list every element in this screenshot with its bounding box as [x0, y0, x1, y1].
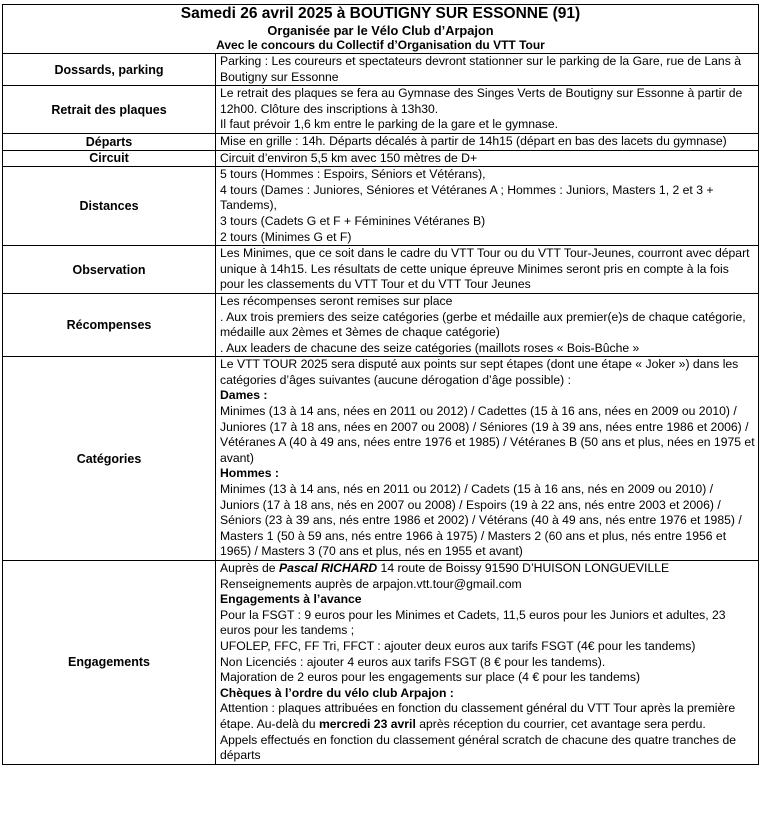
row-plaques: [3, 86, 759, 134]
event-title: Samedi 26 avril 2025 à BOUTIGNY SUR ESSONNE (91): [180, 5, 581, 22]
label-recompenses: Récompenses: [3, 293, 216, 356]
value-recompenses: [216, 293, 759, 356]
tarif-ufolep: UFOLEP, FFC, FF Tri, FFCT : ajouter deux euros aux tarifs FSGT (4€ pour les tandems): [220, 638, 696, 653]
dames-heading: Dames :: [220, 388, 268, 403]
row-parking: [3, 54, 759, 86]
label-observation: Observation: [3, 246, 216, 294]
value-parking: [216, 54, 759, 86]
recompenses-line-3: . Aux leaders de chacune des seize catégories (maillots roses « Bois-Bûche »: [220, 340, 640, 355]
tarif-non-licencies: Non Licenciés : ajouter 4 euros aux tarifs FSGT (8 € pour les tandems).: [220, 654, 606, 669]
categories-intro: Le VTT TOUR 2025 sera disputé aux points sur sept étapes (dont une étape « Joker ») dans les catégories d’âges suivantes (aucune dérogation d’âge possible) :: [220, 357, 739, 387]
cheques-heading: Chèques à l’ordre du vélo club Arpajon :: [220, 685, 454, 700]
label-circuit: Circuit: [3, 150, 216, 167]
value-categories: [216, 357, 759, 561]
attention-line: [220, 701, 755, 732]
plaques-text-1: Le retrait des plaques se fera au Gymnase des Singes Verts de Boutigny sur Essonne à partir de 12h00. Clôture des inscriptions à 13h30.: [220, 86, 743, 116]
contact-line: [220, 561, 755, 577]
label-parking: Dossards, parking: [3, 54, 216, 86]
hommes-heading: Hommes :: [220, 466, 279, 481]
value-plaques: [216, 86, 759, 134]
attention-before: Attention : plaques attribuées en fonction du classement général du VTT Tour après la première étape. Au-delà du: [220, 701, 736, 731]
renseignements-line: Renseignements auprès de arpajon.vtt.tour@gmail.com: [220, 576, 522, 591]
value-distances: [216, 167, 759, 246]
distances-line-4: 2 tours (Minimes G et F): [220, 229, 352, 244]
row-categories: [3, 357, 759, 561]
departs-text: Mise en grille : 14h. Départs décalés à partir de 14h15 (départ en bas des lacets du gymnase): [220, 133, 727, 148]
attention-date: mercredi 23 avril: [318, 716, 416, 731]
value-circuit: [216, 150, 759, 167]
plaques-text-2: Il faut prévoir 1,6 km entre le parking de la gare et le gymnase.: [220, 117, 559, 132]
dames-categories: Minimes (13 à 14 ans, nées en 2011 ou 2012) / Cadettes (15 à 16 ans, nées en 2009 ou 2010) / Juniores (17 à 18 ans, nées en 2007 ou 2008) / Séniores (19 à 39 ans, nées entre 1986 et 2006) / Vétéranes A (40 à 49 ans, nées entre 1976 et 1985) / Vétéranes B (50 ans et plus, nées en 1975 et avant): [220, 404, 755, 465]
distances-line-2: 4 tours (Dames : Juniores, Séniores et Vétéranes A ; Hommes : Juniors, Masters 1, 2 et 3 + Tandems),: [220, 182, 714, 213]
distances-line-1: 5 tours (Hommes : Espoirs, Séniors et Vétérans),: [220, 167, 486, 182]
row-circuit: [3, 150, 759, 167]
row-observation: [3, 246, 759, 294]
recompenses-line-2: . Aux trois premiers des seize catégories (gerbe et médaille aux premier(e)s de chaque catégorie, médaille aux 2èmes et 3èmes de chaque catégorie): [220, 309, 746, 340]
avance-heading: Engagements à l’avance: [220, 592, 362, 607]
contact-address: 14 route de Boissy 91590 D’HUISON LONGUEVILLE: [377, 561, 670, 575]
header-row: [3, 5, 759, 54]
label-distances: Distances: [3, 167, 216, 246]
observation-text: Les Minimes, que ce soit dans le cadre du VTT Tour ou du VTT Tour-Jeunes, courront avec départ unique à 14h15. Les résultats de cette unique épreuve Minimes seront pris en compte à la fois pour les classements du VTT Tour et du VTT Tour Jeunes: [220, 246, 750, 292]
contact-name: Pascal RICHARD: [278, 561, 378, 575]
value-departs: [216, 133, 759, 150]
header-cell: [3, 5, 759, 54]
info-table: [2, 4, 759, 765]
row-recompenses: [3, 293, 759, 356]
parking-text: Parking : Les coureurs et spectateurs devront stationner sur le parking de la Gare, rue de Lans à Boutigny sur Essonne: [220, 54, 741, 84]
distances-line-3: 3 tours (Cadets G et F + Féminines Vétéranes B): [220, 213, 486, 228]
recompenses-line-1: Les récompenses seront remises sur place: [220, 293, 453, 308]
label-departs: Départs: [3, 133, 216, 150]
contact-prefix: Auprès de: [220, 561, 279, 575]
tarif-majoration: Majoration de 2 euros pour les engagements sur place (4 € pour les tandems): [220, 670, 641, 685]
label-engagements: Engagements: [3, 561, 216, 765]
row-departs: [3, 133, 759, 150]
label-plaques: Retrait des plaques: [3, 86, 216, 134]
tarif-fsgt: Pour la FSGT : 9 euros pour les Minimes et Cadets, 11,5 euros pour les Juniors et adultes, 23 euros pour les tandems ;: [220, 607, 726, 638]
row-engagements: [3, 561, 759, 765]
appels-line: Appels effectués en fonction du classement général scratch de chacune des quatre tranches de départs: [220, 732, 737, 763]
document: [2, 4, 758, 765]
label-categories: Catégories: [3, 357, 216, 561]
support-line: Avec le concours du Collectif d’Organisation du VTT Tour: [216, 38, 545, 52]
value-observation: [216, 246, 759, 294]
value-engagements: [216, 561, 759, 765]
circuit-text: Circuit d’environ 5,5 km avec 150 mètres de D+: [220, 150, 478, 165]
attention-after: après réception du courrier, cet avantage sera perdu.: [415, 716, 706, 731]
row-distances: [3, 167, 759, 246]
hommes-categories: Minimes (13 à 14 ans, nés en 2011 ou 2012) / Cadets (15 à 16 ans, nés en 2009 ou 2010) / Juniors (17 à 18 ans, nés en 2007 ou 2008) / Espoirs (19 à 22 ans, nés entre 2003 et 2006) / Séniors (23 à 39 ans, nés entre 1986 et 2002) / Vétérans (40 à 49 ans, nés entre 1976 et 1985) / Masters 1 (50 à 59 ans, nés entre 1966 à 1975) / Masters 2 (60 ans et plus, nés entre 1956 et 1965) / Masters 3 (70 ans et plus, nés en 1955 et avant): [220, 482, 742, 559]
organizer-line: Organisée par le Vélo Club d’Arpajon: [267, 23, 494, 38]
